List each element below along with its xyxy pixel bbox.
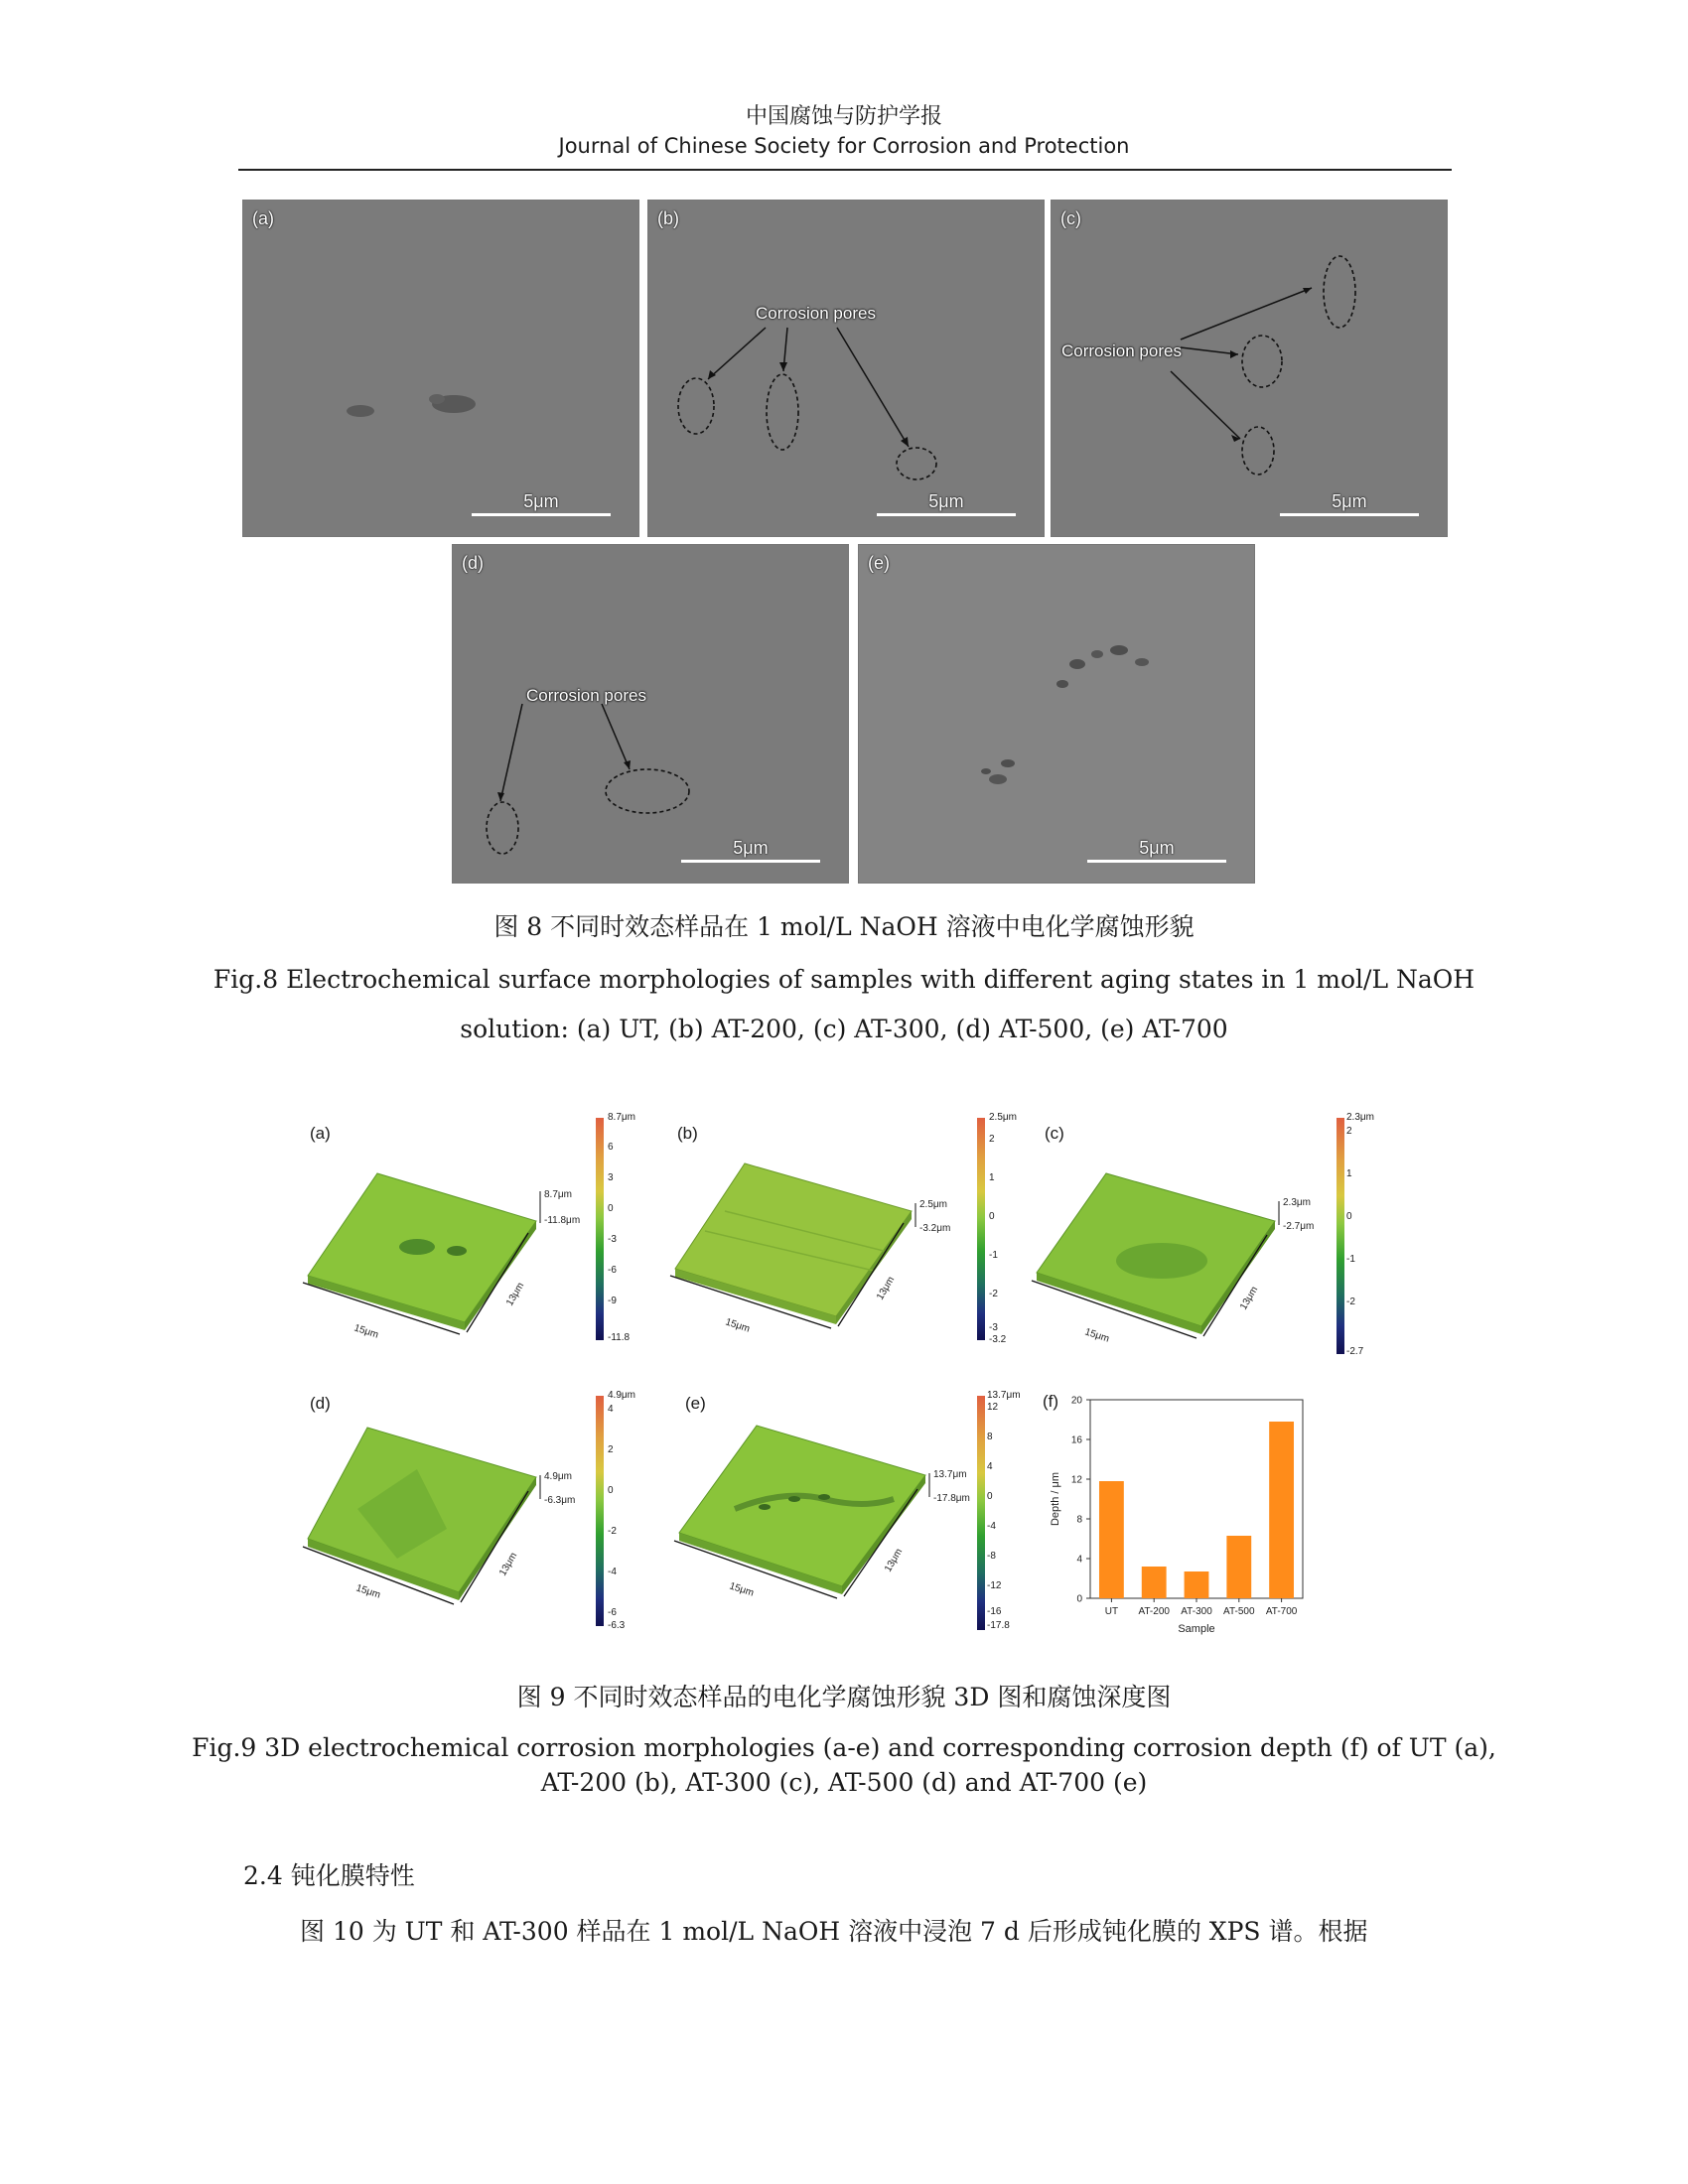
x-dim-label: 15μm — [1083, 1326, 1111, 1345]
surface-panel-b — [665, 1112, 1017, 1360]
scale-bar — [877, 513, 1016, 516]
scale-bar — [1087, 860, 1226, 863]
y-dim-label: 13μm — [1238, 1285, 1261, 1312]
fig9-caption-en-line1: Fig.9 3D electrochemical corrosion morphologies (a-e) and corresponding corrosion depth (f) of UT (a), — [192, 1733, 1496, 1762]
colorbar-tick: 4 — [608, 1404, 614, 1415]
colorbar-tick: 2 — [989, 1134, 995, 1145]
panel-label: (e) — [868, 553, 890, 573]
colorbar-tick: 4.9μm — [608, 1390, 635, 1401]
corrosion-pores-annotation: Corrosion pores — [526, 686, 646, 705]
x-axis-label: Sample — [1178, 1623, 1215, 1635]
colorbar-tick: -2 — [989, 1289, 998, 1299]
panel-label: (b) — [657, 208, 679, 228]
journal-title-cn: 中国腐蚀与防护学报 — [745, 104, 942, 129]
colorbar-tick: -6 — [608, 1265, 617, 1276]
x-dim-label: 15μm — [354, 1582, 382, 1601]
scale-bar-label: 5μm — [1139, 838, 1175, 858]
panel-label: (a) — [252, 208, 274, 228]
depth-chart-panel — [1033, 1386, 1360, 1644]
colorbar-tick: -4 — [987, 1521, 996, 1532]
z-max-label: 2.5μm — [919, 1199, 947, 1210]
colorbar-tick: 2.5μm — [989, 1112, 1017, 1123]
surface-panel-e — [665, 1390, 1021, 1638]
surface-3d-b — [665, 1112, 993, 1360]
body-paragraph: 图 10 为 UT 和 AT-300 样品在 1 mol/L NaOH 溶液中浸泡 7 d 后形成钝化膜的 XPS 谱。根据 — [300, 1917, 1368, 1946]
depth-bar-chart — [1033, 1386, 1360, 1644]
panel-label: (e) — [685, 1394, 706, 1413]
surface-3d-a — [298, 1112, 626, 1360]
corrosion-pores-annotation: Corrosion pores — [756, 304, 876, 323]
z-max-label: 2.3μm — [1283, 1197, 1311, 1208]
surface-panel-d — [298, 1390, 635, 1638]
y-axis-label: Depth / μm — [1050, 1471, 1061, 1527]
sem-panel-e — [858, 544, 1255, 884]
sem-panel-a — [242, 200, 639, 537]
fig8-caption-cn: 图 8 不同时效态样品在 1 mol/L NaOH 溶液中电化学腐蚀形貌 — [493, 912, 1195, 941]
colorbar-tick: 0 — [608, 1203, 614, 1214]
surface-3d-c — [1023, 1112, 1350, 1360]
z-max-label: 8.7μm — [544, 1189, 572, 1200]
panel-label: (a) — [310, 1124, 331, 1143]
y-tick-label: 0 — [1076, 1593, 1082, 1605]
sem-texture-a — [243, 201, 638, 536]
colorbar-tick: 0 — [608, 1485, 614, 1496]
colorbar-tick: 6 — [608, 1142, 614, 1153]
y-dim-label: 13μm — [875, 1275, 898, 1302]
journal-title-en: Journal of Chinese Society for Corrosion and Protection — [558, 134, 1130, 158]
x-tick-label: AT-300 — [1181, 1606, 1212, 1617]
z-min-label: -17.8μm — [933, 1493, 970, 1504]
colorbar-c — [1336, 1118, 1344, 1354]
scale-bar-label: 5μm — [523, 491, 559, 511]
colorbar-tick: -2 — [608, 1526, 617, 1537]
scale-bar — [472, 513, 611, 516]
x-dim-label: 15μm — [724, 1316, 752, 1335]
z-min-label: -2.7μm — [1283, 1221, 1315, 1232]
z-min-label: -11.8μm — [544, 1215, 581, 1226]
scale-bar-label: 5μm — [1332, 491, 1367, 511]
colorbar-tick: 13.7μm — [987, 1390, 1021, 1401]
x-tick-label: AT-200 — [1138, 1606, 1170, 1617]
colorbar-tick: -9 — [608, 1296, 617, 1306]
colorbar-tick: -17.8 — [987, 1620, 1010, 1631]
fig9-caption-cn: 图 9 不同时效态样品的电化学腐蚀形貌 3D 图和腐蚀深度图 — [516, 1683, 1172, 1711]
y-dim-label: 13μm — [883, 1547, 906, 1574]
bar-at-300 — [1185, 1571, 1209, 1598]
colorbar-tick: -2 — [1346, 1297, 1355, 1307]
pore-annotations-c — [1052, 201, 1447, 536]
bar-ut — [1099, 1481, 1124, 1598]
section-heading: 2.4 钝化膜特性 — [243, 1861, 415, 1890]
scale-bar-label: 5μm — [928, 491, 964, 511]
x-dim-label: 15μm — [728, 1580, 756, 1599]
z-min-label: -3.2μm — [919, 1223, 951, 1234]
fig8-caption-en-line1: Fig.8 Electrochemical surface morphologies of samples with different aging states in 1 mol/L NaOH — [212, 965, 1476, 994]
scale-bar — [1280, 513, 1419, 516]
colorbar-tick: 0 — [1346, 1211, 1352, 1222]
y-dim-label: 13μm — [504, 1281, 527, 1308]
colorbar-tick: 8.7μm — [608, 1112, 635, 1123]
colorbar-tick: 2 — [608, 1444, 614, 1455]
colorbar-tick: -8 — [987, 1551, 996, 1562]
panel-label: (f) — [1043, 1392, 1059, 1411]
scale-bar-label: 5μm — [733, 838, 769, 858]
y-tick-label: 8 — [1076, 1514, 1082, 1526]
colorbar-tick: -3 — [608, 1234, 617, 1245]
x-tick-label: UT — [1104, 1606, 1119, 1617]
colorbar-tick: -2.7 — [1346, 1346, 1364, 1357]
surface-3d-d — [298, 1390, 626, 1638]
colorbar-tick: 0 — [989, 1211, 995, 1222]
header-rule — [238, 169, 1452, 171]
z-max-label: 4.9μm — [544, 1471, 572, 1482]
colorbar-tick: 2.3μm — [1346, 1112, 1374, 1123]
x-tick-label: AT-500 — [1223, 1606, 1255, 1617]
colorbar-tick: -6 — [608, 1607, 617, 1618]
panel-label: (d) — [462, 553, 484, 573]
surface-panel-a — [298, 1112, 635, 1360]
colorbar-tick: 1 — [989, 1172, 995, 1183]
z-min-label: -6.3μm — [544, 1495, 576, 1506]
y-tick-label: 4 — [1076, 1554, 1082, 1566]
colorbar-tick: -1 — [989, 1250, 998, 1261]
surface-panel-c — [1023, 1112, 1374, 1360]
colorbar-tick: -11.8 — [608, 1332, 631, 1343]
colorbar-tick: 4 — [987, 1461, 993, 1472]
panel-label: (d) — [310, 1394, 331, 1413]
colorbar-tick: 12 — [987, 1402, 999, 1413]
colorbar-tick: 2 — [1346, 1126, 1352, 1137]
colorbar-e — [977, 1396, 985, 1630]
fig9-caption-en-line2: AT-200 (b), AT-300 (c), AT-500 (d) and AT-700 (e) — [540, 1768, 1148, 1797]
x-dim-label: 15μm — [352, 1322, 380, 1341]
bar-at-200 — [1142, 1567, 1167, 1598]
pore-annotations-b — [648, 201, 1044, 536]
colorbar-tick: -12 — [987, 1580, 1002, 1591]
panel-label: (b) — [677, 1124, 698, 1143]
colorbar-tick: -3.2 — [989, 1334, 1007, 1345]
colorbar-tick: -1 — [1346, 1254, 1355, 1265]
panel-label: (c) — [1045, 1124, 1064, 1143]
bar-at-500 — [1226, 1536, 1251, 1598]
colorbar-tick: -3 — [989, 1322, 998, 1333]
fig8-caption-en-line2: solution: (a) UT, (b) AT-200, (c) AT-300, (d) AT-500, (e) AT-700 — [460, 1015, 1228, 1043]
sem-panel-b — [647, 200, 1045, 537]
colorbar-tick: -4 — [608, 1567, 617, 1577]
colorbar-tick: 1 — [1346, 1168, 1352, 1179]
colorbar-b — [977, 1118, 985, 1340]
colorbar-d — [596, 1396, 604, 1626]
colorbar-tick: 0 — [987, 1491, 993, 1502]
z-max-label: 13.7μm — [933, 1469, 967, 1480]
surface-3d-e — [665, 1390, 993, 1638]
y-tick-label: 12 — [1070, 1474, 1082, 1486]
sem-panel-d — [452, 544, 849, 884]
colorbar-a — [596, 1118, 604, 1340]
sem-panel-c — [1051, 200, 1448, 537]
y-tick-label: 20 — [1070, 1395, 1082, 1407]
bar-at-700 — [1269, 1422, 1294, 1598]
pore-annotations-d — [453, 545, 848, 883]
colorbar-tick: -6.3 — [608, 1620, 626, 1631]
corrosion-pores-annotation: Corrosion pores — [1061, 341, 1182, 360]
panel-label: (c) — [1060, 208, 1081, 228]
colorbar-tick: 8 — [987, 1432, 993, 1442]
y-dim-label: 13μm — [497, 1551, 520, 1578]
colorbar-tick: -16 — [987, 1606, 1002, 1617]
y-tick-label: 16 — [1070, 1434, 1082, 1446]
sem-texture-e — [859, 545, 1254, 883]
x-tick-label: AT-700 — [1265, 1606, 1298, 1617]
colorbar-tick: 3 — [608, 1172, 614, 1183]
scale-bar — [681, 860, 820, 863]
